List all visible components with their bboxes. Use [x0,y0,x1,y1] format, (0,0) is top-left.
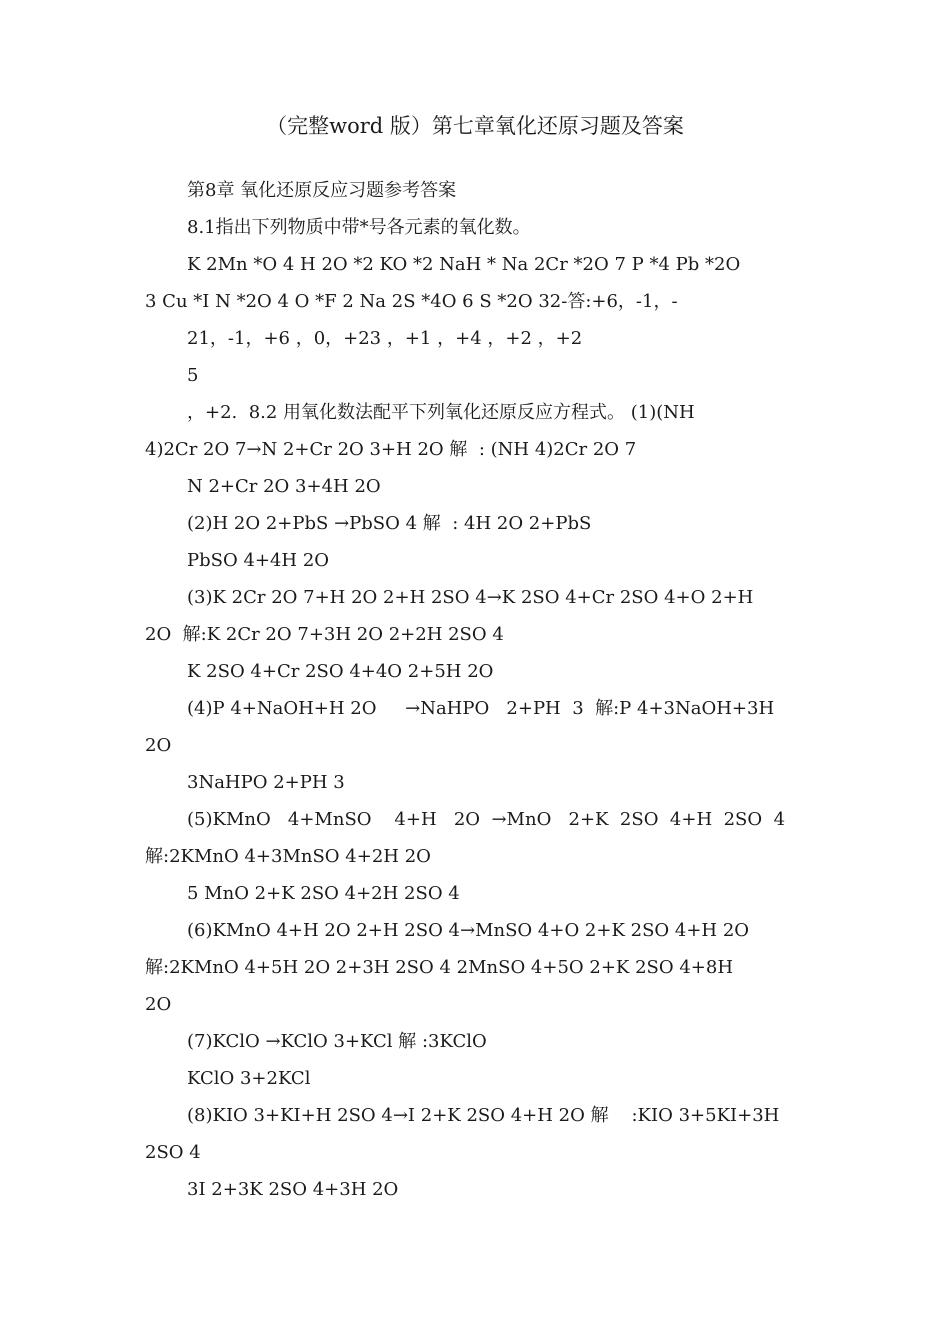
text-line: 解:2KMnO 4+5H 2O 2+3H 2SO 4 2MnSO 4+5O 2+K 2SO 4+8H [145,957,734,978]
text-line: (6)KMnO 4+H 2O 2+H 2SO 4→MnSO 4+O 2+K 2SO 4+H 2O [187,920,750,941]
text-line: (2)H 2O 2+PbS →PbSO 4 解 : 4H 2O 2+PbS [187,513,592,534]
text-line: 2O 解:K 2Cr 2O 7+3H 2O 2+2H 2SO 4 [145,624,504,645]
text-line: 3NaHPO 2+PH 3 [187,772,345,793]
text-line: 21，-1，+6 ，0，+23 ，+1 ，+4 ，+2 ，+2 [187,328,583,349]
text-line: N 2+Cr 2O 3+4H 2O [187,476,381,497]
text-line: 4)2Cr 2O 7→N 2+Cr 2O 3+H 2O 解 : (NH 4)2Cr 2O 7 [145,439,637,460]
text-line: 3 Cu *I N *2O 4 O *F 2 Na 2S *4O 6 S *2O 32-答:+6，-1，- [145,291,678,312]
text-line: PbSO 4+4H 2O [187,550,330,571]
text-line: K 2SO 4+Cr 2SO 4+4O 2+5H 2O [187,661,494,682]
document-title: （完整word 版）第七章氧化还原习题及答案 [266,114,684,138]
text-line: KClO 3+2KCl [187,1068,311,1089]
text-line: 2O [145,994,172,1015]
text-line: ，+2. 8.2 用氧化数法配平下列氧化还原反应方程式。 (1)(NH [187,402,695,423]
text-line: 5 MnO 2+K 2SO 4+2H 2SO 4 [187,883,460,904]
text-line: (5)KMnO 4+MnSO 4+H 2O →MnO 2+K 2SO 4+H 2SO 4 [187,809,786,830]
document-body [145,172,825,1208]
text-line: 第8章 氧化还原反应习题参考答案 [187,180,457,201]
text-line: 2SO 4 [145,1142,201,1163]
text-line: 5 [187,365,199,386]
text-line: (8)KIO 3+KI+H 2SO 4→I 2+K 2SO 4+H 2O 解 :KIO 3+5KI+3H [187,1105,780,1126]
text-line: K 2Mn *O 4 H 2O *2 KO *2 NaH * Na 2Cr *2O 7 P *4 Pb *2O [187,254,741,275]
text-line: (3)K 2Cr 2O 7+H 2O 2+H 2SO 4→K 2SO 4+Cr 2SO 4+O 2+H [187,587,754,608]
text-line: 8.1指出下列物质中带*号各元素的氧化数。 [187,217,531,238]
text-line: 2O [145,735,172,756]
text-line: (7)KClO →KClO 3+KCl 解 :3KClO [187,1031,487,1052]
text-line: 3I 2+3K 2SO 4+3H 2O [187,1179,399,1200]
text-line: (4)P 4+NaOH+H 2O →NaHPO 2+PH 3 解:P 4+3NaOH+3H [187,698,775,719]
text-line: 解:2KMnO 4+3MnSO 4+2H 2O [145,846,431,867]
